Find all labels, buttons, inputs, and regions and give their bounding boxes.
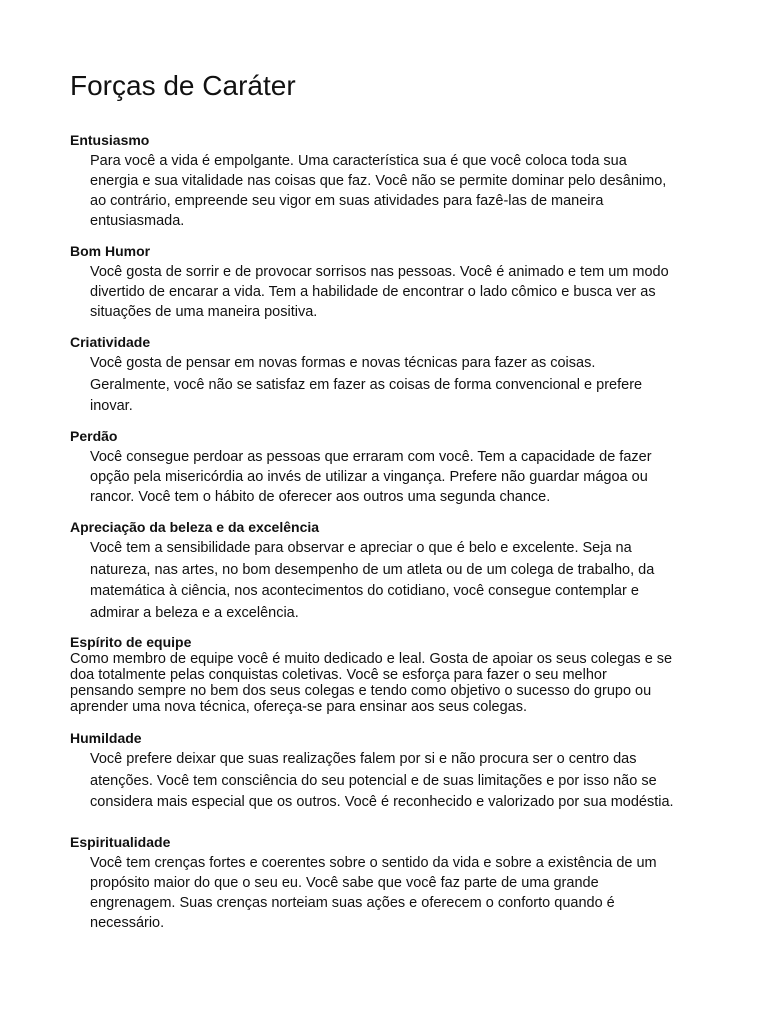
section-body	[90, 353, 730, 418]
body-line: Para você a vida é empolgante. Uma característica sua é que você coloca toda sua	[90, 153, 627, 169]
body-line: Você gosta de sorrir e de provocar sorrisos nas pessoas. Você é animado e tem um modo	[90, 264, 669, 280]
section-heading: Espiritualidade	[70, 834, 171, 850]
body-line: rancor. Você tem o hábito de oferecer aos outros uma segunda chance.	[90, 489, 551, 505]
section-heading: Bom Humor	[70, 243, 151, 259]
body-line: necessário.	[90, 915, 165, 931]
body-line: Você prefere deixar que suas realizações falem por si e não procura ser o centro das	[90, 751, 637, 767]
section-heading: Apreciação da beleza e da excelência	[70, 519, 320, 535]
section-body	[90, 262, 730, 322]
section-apreciacao-beleza	[70, 519, 730, 624]
body-line: Como membro de equipe você é muito dedicado e leal. Gosta de apoiar os seus colegas e se	[70, 651, 673, 667]
body-line: pensando sempre no bem dos seus colegas e tendo como objetivo o sucesso do grupo ou	[70, 683, 652, 699]
body-line: Você consegue perdoar as pessoas que erraram com você. Tem a capacidade de fazer	[90, 449, 652, 465]
section-humildade	[70, 730, 730, 814]
section-heading: Humildade	[70, 730, 142, 746]
section-espiritualidade	[70, 834, 730, 933]
section-heading: Perdão	[70, 428, 118, 444]
section-heading: Criatividade	[70, 334, 151, 350]
body-line: natureza, nas artes, no bom desempenho de um atleta ou de um colega de trabalho, da	[90, 561, 655, 578]
section-entusiasmo	[70, 132, 730, 231]
body-line: opção pela misericórdia ao invés de utilizar a vingança. Prefere não guardar mágoa ou	[90, 469, 648, 485]
body-line: situações de uma maneira positiva.	[90, 304, 318, 320]
section-perdao	[70, 428, 730, 507]
body-line: Você tem crenças fortes e coerentes sobre o sentido da vida e sobre a existência de um	[90, 855, 657, 871]
section-bom-humor	[70, 243, 730, 322]
section-body	[90, 151, 730, 231]
body-line: atenções. Você tem consciência do seu potencial e de suas limitações e por isso não se	[90, 772, 657, 789]
section-body	[90, 447, 730, 507]
section-body	[90, 853, 730, 933]
body-line: considera mais especial que os outros. Você é reconhecido e valorizado por sua modéstia.	[90, 794, 674, 810]
body-line: doa totalmente pelas conquistas coletivas. Você se esforça para fazer o seu melhor	[70, 667, 607, 683]
body-line: Você gosta de pensar em novas formas e novas técnicas para fazer as coisas.	[90, 355, 596, 371]
body-line: ao contrário, empreende seu vigor em suas atividades para fazê-las de maneira	[90, 193, 604, 209]
body-line: matemática à ciência, nos acontecimentos do cotidiano, você consegue contemplar e	[90, 583, 639, 599]
section-criatividade	[70, 334, 730, 418]
body-line: admirar a beleza e a excelência.	[90, 604, 299, 621]
body-line: Geralmente, você não se satisfaz em fazer as coisas de forma convencional e prefere	[90, 376, 643, 393]
body-line: engrenagem. Suas crenças norteiam suas ações e oferecem o conforto quando é	[90, 895, 615, 911]
section-body	[90, 749, 730, 814]
section-heading: Espírito de equipe	[70, 634, 192, 650]
section-body	[70, 651, 730, 715]
body-line: entusiasmada.	[90, 213, 185, 229]
body-line: aprender uma nova técnica, ofereça-se para ensinar aos seus colegas.	[70, 699, 528, 715]
body-line: propósito maior do que o seu eu. Você sabe que você faz parte de uma grande	[90, 875, 599, 891]
section-espirito-equipe	[70, 634, 730, 715]
page-title: Forças de Caráter	[70, 70, 296, 101]
section-body	[90, 538, 730, 624]
body-line: inovar.	[90, 398, 133, 414]
body-line: energia e sua vitalidade nas coisas que faz. Você não se permite dominar pelo desânimo,	[90, 173, 667, 189]
section-heading: Entusiasmo	[70, 132, 150, 148]
body-line: divertido de encarar a vida. Tem a habilidade de encontrar o lado cômico e busca ver as	[90, 284, 656, 300]
body-line: Você tem a sensibilidade para observar e apreciar o que é belo e excelente. Seja na	[90, 540, 632, 556]
